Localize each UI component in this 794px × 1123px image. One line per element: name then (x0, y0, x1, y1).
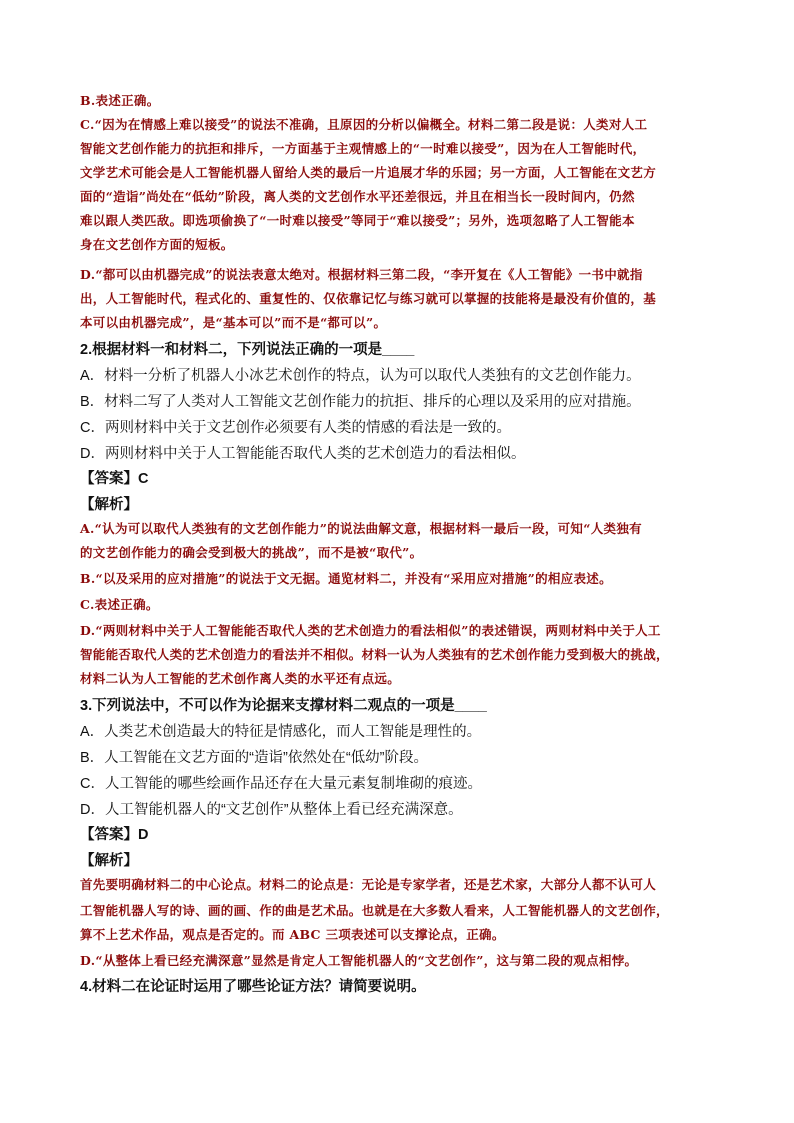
analysis-line: 出，人工智能时代，程式化的、重复性的、仅依靠记忆与练习就可以掌握的技能将是最没有价值的，基 (80, 291, 657, 306)
analysis-line: D.“从整体上看已经充满深意”显然是肯定人工智能机器人的“文艺创作”，这与第二段的观点相悖。 (80, 953, 638, 968)
option-a: A．人类艺术创造最大的特征是情感化，而人工智能是理性的。 (80, 724, 482, 740)
analysis-line: 工智能机器人写的诗、画的画、作的曲是艺术品。也就是在大多数人看来，人工智能机器人的文艺创作， (80, 903, 669, 918)
analysis-line: B.“以及采用的应对措施”的说法于文无据。通览材料二，并没有“采用应对措施”的相应表述。 (80, 571, 612, 586)
analysis-line: 文学艺术可能会是人工智能机器人留给人类的最后一片追展才华的乐园；另一方面，人工智能在文艺方 (80, 165, 657, 180)
analysis-line: D.“都可以由机器完成”的说法表意太绝对。根据材料三第二段，“李开复在《人工智能》一书中就指 (80, 267, 643, 282)
analysis-line: 身在文艺创作方面的短板。 (80, 237, 234, 252)
analysis-line: C.表述正确。 (80, 597, 159, 612)
analysis-line: 面的“造诣”尚处在“低幼”阶段，离人类的文艺创作水平还差很远，并且在相当长一段时间内，仍然 (80, 189, 635, 204)
option-c: C．人工智能的哪些绘画作品还存在大量元素复制堆砌的痕迹。 (80, 776, 482, 792)
option-b: B．人工智能在文艺方面的“造诣”依然处在“低幼”阶段。 (80, 750, 428, 766)
analysis-line: 难以跟人类匹敌。即选项偷换了“一时难以接受”等同于“难以接受”；另外，选项忽略了人工智能本 (80, 213, 635, 228)
option-c: C．两则材料中关于文艺创作必须要有人类的情感的看法是一致的。 (80, 420, 511, 436)
analysis-line: 智能文艺创作能力的抗拒和排斥，一方面基于主观情感上的“一时难以接受”，因为在人工智能时代， (80, 141, 646, 156)
analysis-line: 的文艺创作能力的确会受到极大的挑战”，而不是被“取代”。 (80, 545, 423, 560)
analysis-label: 【解析】 (80, 853, 138, 869)
answer-label: 【答案】D (80, 827, 149, 843)
option-d: D．人工智能机器人的“文艺创作”从整体上看已经充满深意。 (80, 802, 463, 818)
question-4: 4.材料二在论证时运用了哪些论证方法？请简要说明。 (80, 979, 426, 995)
answer-label: 【答案】C (80, 471, 149, 487)
analysis-line: 首先要明确材料二的中心论点。材料二的论点是：无论是专家学者，还是艺术家，大部分人都不认可人 (80, 877, 657, 892)
analysis-line: B.表述正确。 (80, 93, 160, 108)
analysis-line: 本可以由机器完成”，是“基本可以”而不是“都可以”。 (80, 315, 387, 330)
option-d: D．两则材料中关于人工智能能否取代人类的艺术创造力的看法相似。 (80, 446, 526, 462)
analysis-line: A.“认为可以取代人类独有的文艺创作能力”的说法曲解文意，根据材料一最后一段，可知“人类独有 (80, 521, 642, 536)
question-3: 3.下列说法中，不可以作为论据来支撑材料二观点的一项是____ (80, 698, 487, 714)
question-2: 2.根据材料一和材料二，下列说法正确的一项是____ (80, 342, 415, 358)
option-a: A．材料一分析了机器人小冰艺术创作的特点，认为可以取代人类独有的文艺创作能力。 (80, 368, 641, 384)
analysis-line: C.“因为在情感上难以接受”的说法不准确，且原因的分析以偏概全。材料二第二段是说：人类对人工 (80, 117, 648, 132)
analysis-label: 【解析】 (80, 497, 138, 513)
analysis-line: 材料二认为人工智能的艺术创作离人类的水平还有点远。 (80, 671, 401, 686)
analysis-line: 算不上艺术作品，观点是否定的。而 ABC 三项表述可以支撑论点，正确。 (80, 927, 505, 942)
analysis-line: 智能能否取代人类的艺术创造力的看法并不相似。材料一认为人类独有的艺术创作能力受到极大的挑战， (80, 647, 669, 662)
option-b: B．材料二写了人类对人工智能文艺创作能力的抗拒、排斥的心理以及采用的应对措施。 (80, 394, 641, 410)
analysis-line: D.“两则材料中关于人工智能能否取代人类的艺术创造力的看法相似”的表述错误，两则材料中关于人工 (80, 623, 661, 638)
